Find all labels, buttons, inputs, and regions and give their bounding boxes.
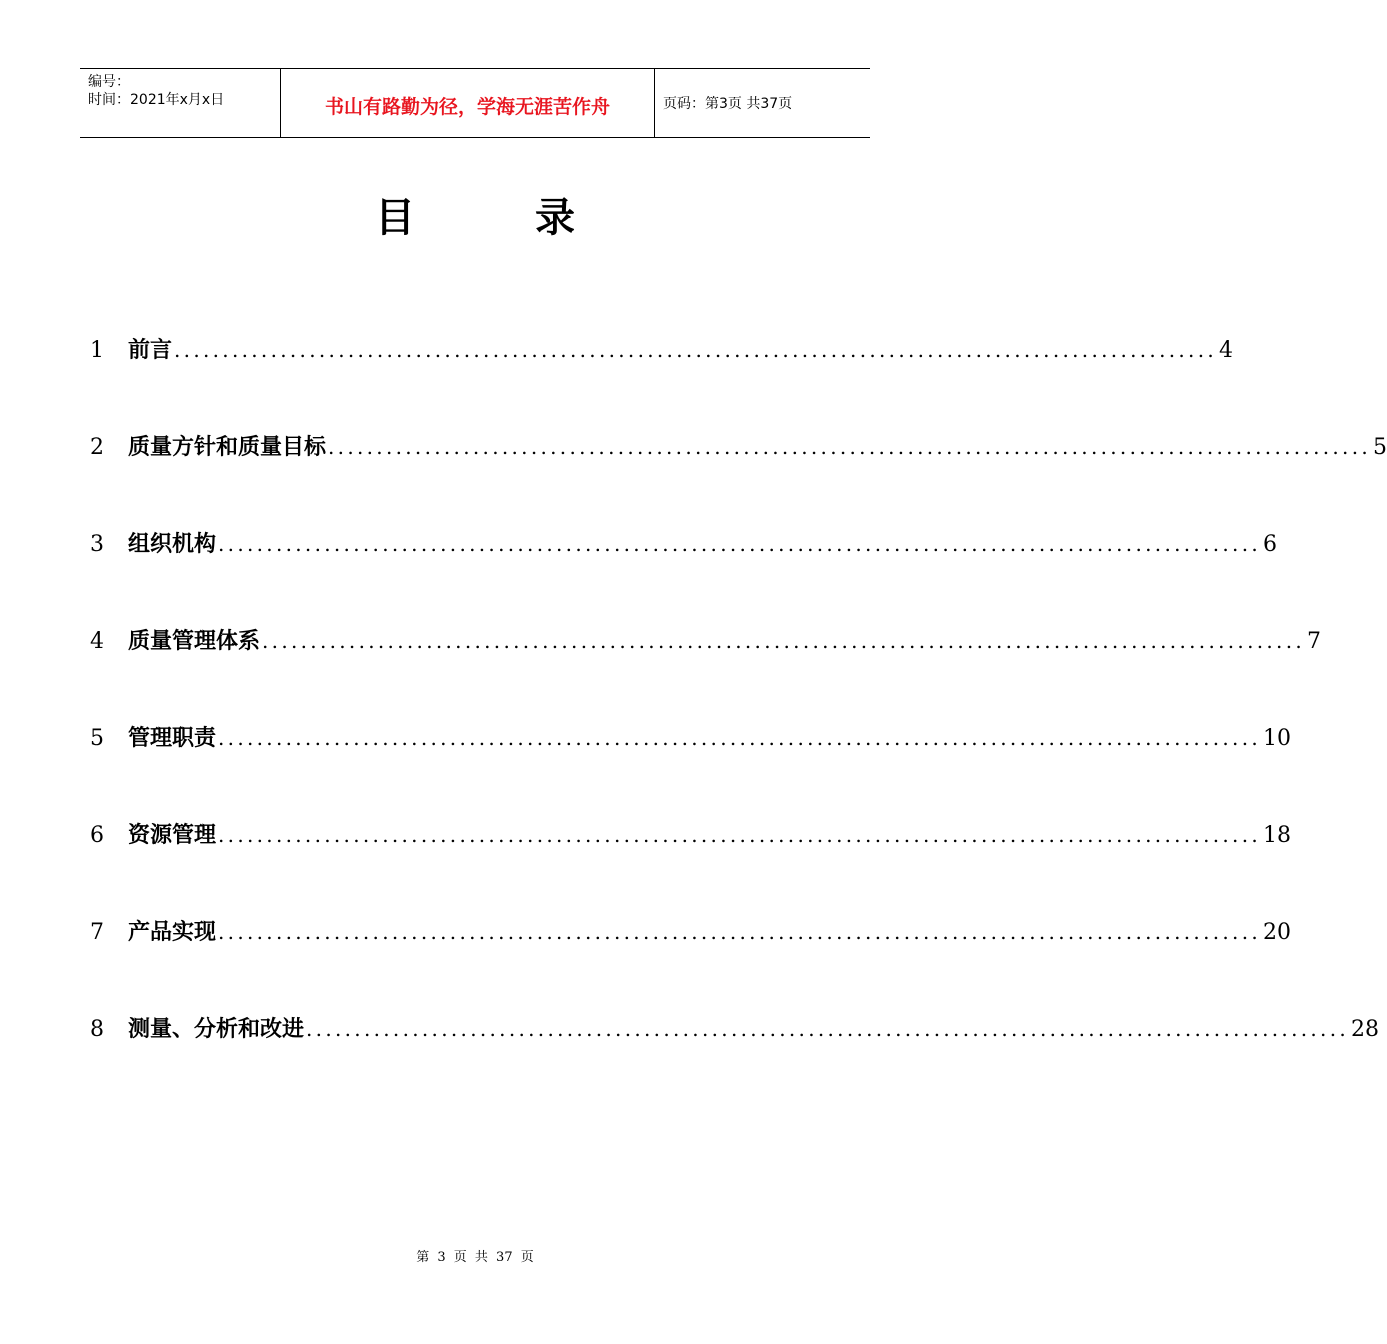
- page-header: [80, 68, 870, 138]
- toc-item-number: 1: [90, 338, 104, 363]
- toc-item[interactable]: [90, 815, 1292, 855]
- toc-item-number: 2: [90, 435, 104, 460]
- toc-item-page: 5: [1373, 435, 1387, 460]
- toc-item-label: 资源管理: [128, 823, 217, 848]
- toc-item[interactable]: [90, 621, 1322, 661]
- toc-item[interactable]: [90, 330, 1234, 370]
- header-page-cell: [655, 69, 870, 137]
- toc-item[interactable]: [90, 718, 1292, 758]
- toc-item-page: 6: [1263, 532, 1278, 557]
- toc-dot-leader: ............................................................................................................: [218, 726, 1262, 750]
- header-page-info: 页码：第3页 共37页: [663, 96, 793, 112]
- toc-item-label: 组织机构: [128, 532, 217, 557]
- toc-item[interactable]: [90, 524, 1278, 564]
- toc-dot-leader: ............................................................................................................: [328, 435, 1372, 459]
- toc-item-number: 6: [90, 823, 104, 848]
- toc-title-char-2: 录: [535, 195, 575, 241]
- toc-item[interactable]: [90, 427, 1387, 467]
- toc-item-number: 4: [90, 629, 104, 654]
- toc-title-char-1: 目: [375, 195, 415, 241]
- toc-item-number: 5: [90, 726, 104, 751]
- toc-dot-leader: ............................................................................................................: [218, 532, 1262, 556]
- toc-dot-leader: ............................................................................................................: [218, 920, 1262, 944]
- toc-item-label: 产品实现: [128, 920, 217, 945]
- toc-item-label: 质量方针和质量目标: [128, 435, 327, 460]
- toc-dot-leader: ............................................................................................................: [174, 338, 1218, 362]
- toc-item-number: 7: [90, 920, 104, 945]
- toc-item-page: 20: [1263, 920, 1292, 945]
- toc-item[interactable]: [90, 1009, 1380, 1049]
- header-motto-cell: [281, 69, 655, 137]
- toc-item-label: 测量、分析和改进: [128, 1017, 305, 1042]
- toc-item-label: 前言: [128, 338, 173, 363]
- header-motto: 书山有路勤为径，学海无涯苦作舟: [324, 95, 610, 118]
- toc-item-page: 18: [1263, 823, 1292, 848]
- toc-title: [0, 190, 950, 246]
- toc-item[interactable]: [90, 912, 1292, 952]
- toc-item-page: 4: [1219, 338, 1234, 363]
- toc-item-page: 28: [1351, 1017, 1380, 1042]
- toc-item-number: 8: [90, 1017, 104, 1042]
- document-number-label: 编号：: [88, 74, 130, 90]
- toc-dot-leader: ............................................................................................................: [218, 823, 1262, 847]
- header-meta-cell: [80, 69, 281, 137]
- page-footer: 第 3 页 共 37 页: [416, 1250, 534, 1265]
- toc-item-page: 10: [1263, 726, 1292, 751]
- toc-item-number: 3: [90, 532, 104, 557]
- document-time-label: 时间：2021年x月x日: [88, 92, 225, 108]
- toc-item-label: 质量管理体系: [128, 629, 261, 654]
- toc-dot-leader: ............................................................................................................: [262, 629, 1306, 653]
- toc-item-label: 管理职责: [128, 726, 217, 751]
- toc-dot-leader: ............................................................................................................: [306, 1017, 1350, 1041]
- toc-item-page: 7: [1307, 629, 1322, 654]
